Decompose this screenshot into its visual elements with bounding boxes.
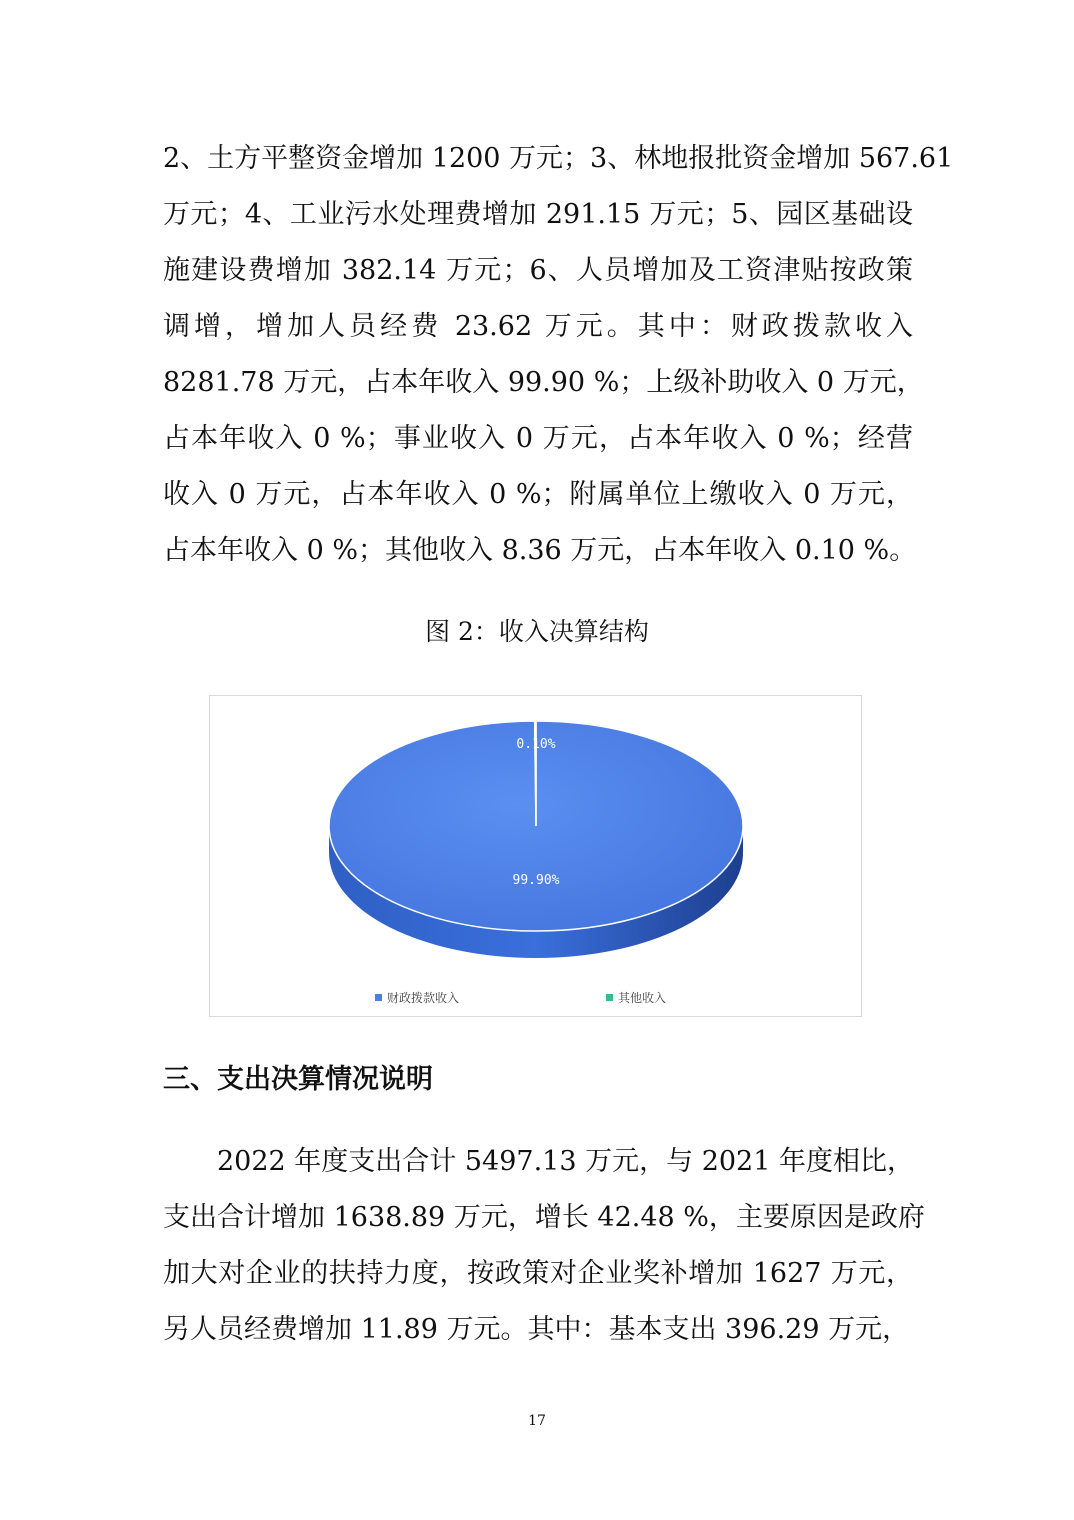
text-line: 2、土方平整资金增加 1200 万元；3、林地报批资金增加 567.61 bbox=[163, 143, 954, 174]
text-line: 2022 年度支出合计 5497.13 万元，与 2021 年度相比， bbox=[217, 1146, 914, 1177]
text-line: 施建设费增加 382.14 万元；6、人员增加及工资津贴按政策 bbox=[163, 255, 913, 286]
legend-swatch-1 bbox=[606, 994, 613, 1001]
data-label-small: 0.10% bbox=[516, 737, 556, 752]
paragraph-income-details bbox=[163, 131, 954, 579]
text-line: 加大对企业的扶持力度，按政策对企业奖补增加 1627 万元， bbox=[163, 1258, 913, 1289]
section-heading: 三、支出决算情况说明 bbox=[163, 1064, 433, 1095]
text-line: 调增，增加人员经费 23.62 万元。其中：财政拨款收入 bbox=[163, 311, 913, 342]
text-line: 占本年收入 0 %；事业收入 0 万元，占本年收入 0 %；经营 bbox=[163, 423, 913, 454]
legend-swatch-0 bbox=[375, 994, 382, 1001]
income-structure-pie-chart bbox=[209, 695, 862, 1017]
legend-label-1: 其他收入 bbox=[618, 991, 667, 1005]
text-line: 另人员经费增加 11.89 万元。其中：基本支出 396.29 万元， bbox=[163, 1314, 910, 1345]
figure-caption: 图 2：收入决算结构 bbox=[425, 617, 649, 646]
text-line: 支出合计增加 1638.89 万元，增长 42.48 %，主要原因是政府 bbox=[163, 1202, 925, 1233]
page-number: 17 bbox=[528, 1413, 546, 1429]
legend-label-0: 财政拨款收入 bbox=[387, 991, 460, 1005]
text-line: 占本年收入 0 %；其他收入 8.36 万元，占本年收入 0.10 %。 bbox=[163, 535, 917, 566]
data-label-main: 99.90% bbox=[512, 873, 560, 888]
text-line: 8281.78 万元，占本年收入 99.90 %；上级补助收入 0 万元， bbox=[163, 367, 924, 398]
paragraph-expenditure bbox=[163, 1134, 925, 1358]
pie-chart-svg bbox=[210, 696, 863, 1018]
text-line: 收入 0 万元，占本年收入 0 %；附属单位上缴收入 0 万元， bbox=[163, 479, 913, 510]
text-line: 万元；4、工业污水处理费增加 291.15 万元；5、园区基础设 bbox=[163, 199, 913, 230]
